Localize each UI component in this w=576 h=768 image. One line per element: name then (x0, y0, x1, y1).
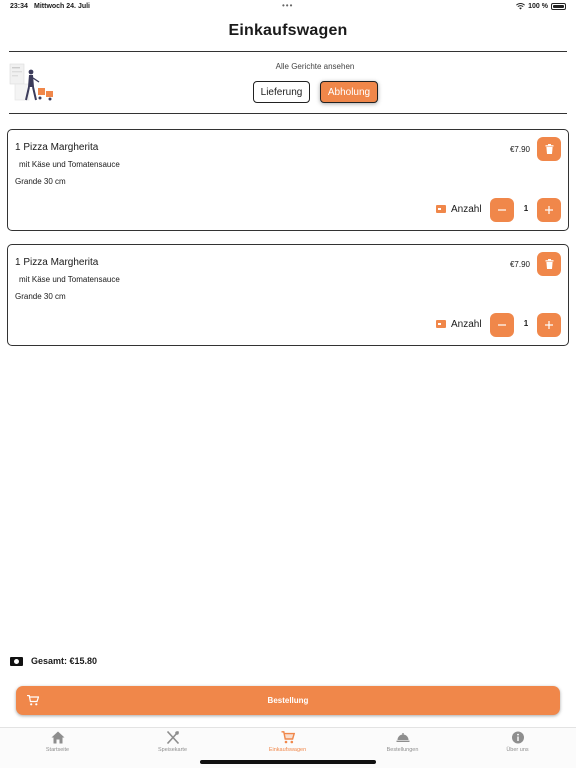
decrease-quantity-button[interactable] (490, 198, 514, 222)
item-price: €7.90 (509, 145, 530, 154)
tab-label: Über uns (506, 747, 529, 753)
tab-home[interactable] (0, 731, 115, 753)
status-date: Mittwoch 24. Juli (34, 3, 91, 10)
quantity-value: 1 (523, 319, 529, 328)
plus-icon (544, 320, 554, 330)
item-name: 1 Pizza Margherita (15, 142, 99, 153)
utensils-icon (166, 731, 180, 744)
item-description: mit Käse und Tomatensauce (19, 275, 120, 284)
tab-menu[interactable] (115, 731, 230, 753)
cart-icon (281, 731, 295, 744)
status-right (516, 3, 566, 10)
trash-icon (545, 144, 554, 154)
page-title: Einkaufswagen (228, 22, 348, 39)
info-icon (511, 731, 525, 744)
delivery-button[interactable]: Lieferung (253, 81, 310, 103)
home-icon (51, 731, 65, 744)
cart-icon (27, 695, 39, 706)
battery-icon (551, 3, 566, 10)
item-price: €7.90 (509, 260, 530, 269)
item-name: 1 Pizza Margherita (15, 257, 99, 268)
tab-label: Speisekarte (157, 747, 188, 753)
plus-icon (544, 205, 554, 215)
tab-label: Einkaufswagen (268, 747, 307, 753)
quantity-label: Anzahl (451, 319, 482, 330)
money-icon (10, 657, 23, 666)
total-row (10, 656, 97, 666)
minus-icon (497, 320, 507, 330)
increase-quantity-button[interactable] (537, 313, 561, 337)
all-dishes-link[interactable]: Alle Gerichte ansehen (275, 62, 355, 71)
multitasking-dots-icon[interactable]: ••• (282, 1, 294, 10)
delete-item-button[interactable] (537, 252, 561, 276)
battery-percent: 100 % (528, 3, 548, 10)
title-divider (9, 51, 567, 52)
minus-icon (497, 205, 507, 215)
total-amount: Gesamt: €15.80 (31, 656, 98, 666)
decrease-quantity-button[interactable] (490, 313, 514, 337)
cart-item (7, 129, 569, 231)
tab-cart[interactable] (230, 731, 345, 753)
status-time: 23:34 (10, 3, 28, 10)
cart-item (7, 244, 569, 346)
pickup-button[interactable]: Abholung (320, 81, 378, 103)
order-button-label: Bestellung (267, 696, 309, 705)
quantity-label: Anzahl (451, 204, 482, 215)
item-size: Grande 30 cm (15, 292, 66, 301)
order-button[interactable] (16, 686, 560, 715)
status-bar (0, 0, 576, 14)
home-indicator[interactable] (200, 760, 376, 764)
delete-item-button[interactable] (537, 137, 561, 161)
cloche-icon (396, 731, 410, 744)
item-size: Grande 30 cm (15, 177, 66, 186)
trash-icon (545, 259, 554, 269)
tab-label: Bestellungen (386, 747, 419, 753)
tab-label: Startseite (45, 747, 70, 753)
ticket-icon (436, 205, 446, 213)
item-description: mit Käse und Tomatensauce (19, 160, 120, 169)
quantity-value: 1 (523, 204, 529, 213)
tab-orders[interactable] (345, 731, 460, 753)
wifi-icon (516, 3, 525, 10)
section-divider (9, 113, 567, 114)
tab-about[interactable] (460, 731, 575, 753)
ticket-icon (436, 320, 446, 328)
increase-quantity-button[interactable] (537, 198, 561, 222)
